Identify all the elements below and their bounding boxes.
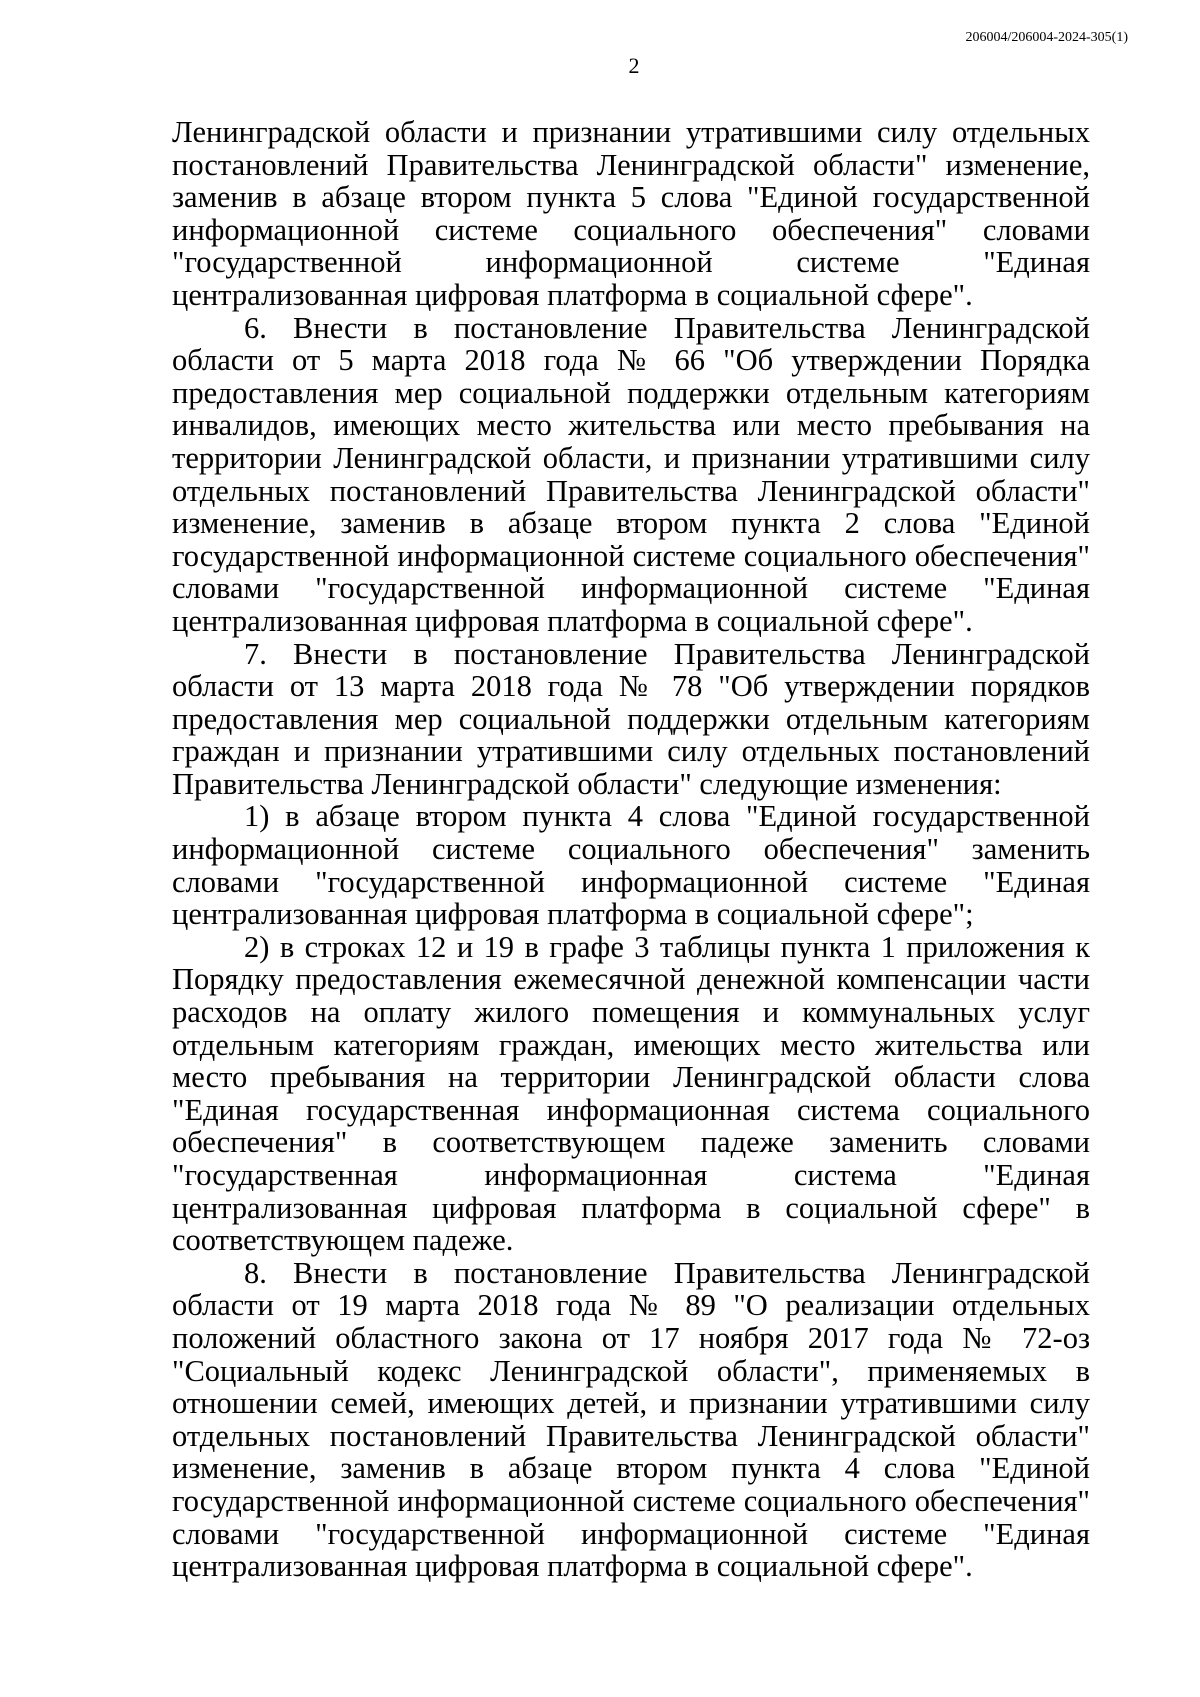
page-number: 2: [628, 53, 640, 78]
document-body: [172, 116, 1090, 1583]
paragraph-subitem-2: 2) в строках 12 и 19 в графе 3 таблицы пункта 1 приложения к Порядку предоставления ежемесячной денежной компенсации части расходов на оплату жилого помещения и коммунальных услуг отдельным категориям граждан, имеющих место жительства или место пребывания на территории Ленинградской области слова "Единая государственная информационная система социального обеспечения" в соответствующем падеже заменить словами "государственная информационная система "Единая централизованная цифровая платформа в социальной сфере" в соответствующем падеже.: [172, 929, 1090, 1258]
paragraph-item-7: 7. Внести в постановление Правительства Ленинградской области от 13 марта 2018 года № 78 "Об утверждении порядков предоставления мер социальной поддержки отдельным категориям граждан и признании утратившими силу отдельных постановлений Правительства Ленинградской области" следующие изменения:: [172, 636, 1090, 801]
paragraph-item-8: 8. Внести в постановление Правительства Ленинградской области от 19 марта 2018 года № 89 "О реализации отдельных положений областного закона от 17 ноября 2017 года № 72-оз "Социальный кодекс Ленинградской области", применяемых в отношении семей, имеющих детей, и признании утратившими силу отдельных постановлений Правительства Ленинградской области" изменение, заменив в абзаце втором пункта 4 слова "Единой государственной информационной системе социального обеспечения" словами "государственной информационной системе "Единая централизованная цифровая платформа в социальной сфере".: [172, 1255, 1090, 1584]
document-id: 206004/206004-2024-305(1): [965, 30, 1128, 45]
paragraph-subitem-1: 1) в абзаце втором пункта 4 слова "Единой государственной информационной системе социального обеспечения" заменить словами "государственной информационной системе "Единая централизованная цифровая платформа в социальной сфере";: [172, 799, 1090, 932]
paragraph-item-6: 6. Внести в постановление Правительства Ленинградской области от 5 марта 2018 года № 66 "Об утверждении Порядка предоставления мер социальной поддержки отдельным категориям инвалидов, имеющих место жительства или место пребывания на территории Ленинградской области, и признании утратившими силу отдельных постановлений Правительства Ленинградской области" изменение, заменив в абзаце втором пункта 2 слова "Единой государственной информационной системе социального обеспечения" словами "государственной информационной системе "Единая централизованная цифровая платформа в социальной сфере".: [172, 310, 1090, 638]
paragraph-continuation: Ленинградской области и признании утратившими силу отдельных постановлений Правительства Ленинградской области" изменение, заменив в абзаце втором пункта 5 слова "Единой государственной информационной системе социального обеспечения" словами "государственной информационной системе "Единая централизованная цифровая платформа в социальной сфере".: [172, 115, 1090, 312]
